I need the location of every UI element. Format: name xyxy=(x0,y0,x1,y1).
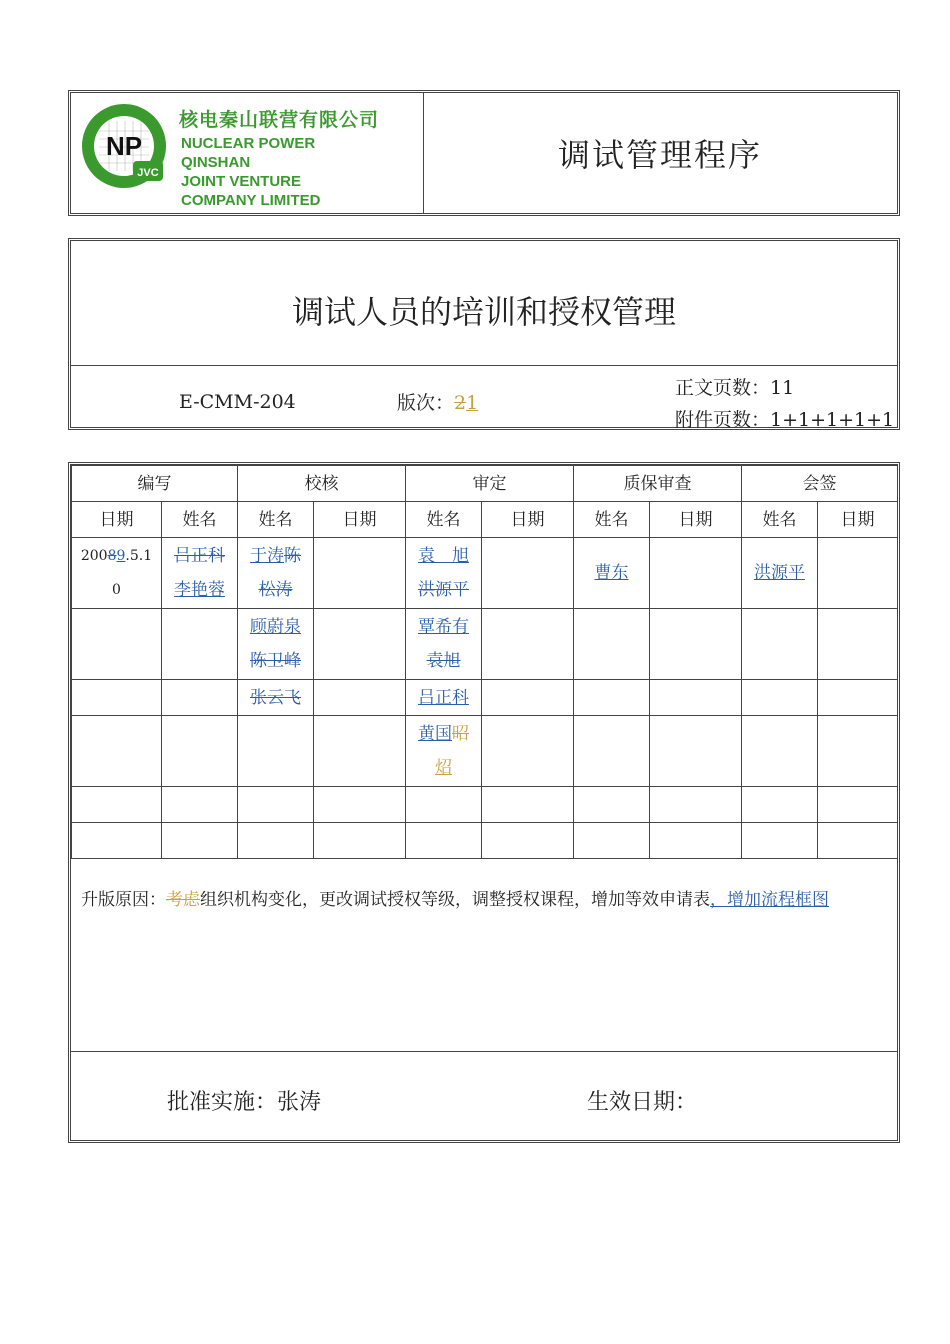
attachment-page-count: 附件页数：1+1+1+1+1 xyxy=(675,409,895,431)
logo-letters: NP xyxy=(105,131,143,161)
effective-date-label: 生效日期： xyxy=(587,1090,698,1115)
group-checker: 校核 xyxy=(238,466,406,502)
cosign-name: 洪源平 xyxy=(742,538,818,609)
approval-label: 批准实施：张涛 xyxy=(167,1090,322,1115)
revision-reason: 升版原因：考虑组织机构变化，更改调试授权等级，调整授权课程，增加等效申请表，增加流程框图 xyxy=(81,890,829,910)
subheader: 姓名 xyxy=(406,502,482,538)
version-label: 版次： xyxy=(397,392,455,414)
version-new: 1 xyxy=(466,392,479,414)
subheader: 日期 xyxy=(650,502,742,538)
subheader: 姓名 xyxy=(742,502,818,538)
subheader: 日期 xyxy=(818,502,898,538)
document-title-box xyxy=(68,238,900,430)
subheader: 日期 xyxy=(72,502,162,538)
company-name-cn: 核电秦山联营有限公司 xyxy=(179,109,380,131)
subheader: 姓名 xyxy=(574,502,650,538)
checker-name: 于涛陈 松涛 xyxy=(238,538,314,609)
group-author: 编写 xyxy=(72,466,238,502)
signature-table xyxy=(71,465,898,859)
header-box xyxy=(68,90,900,216)
divider xyxy=(71,365,897,366)
signature-box xyxy=(68,462,900,1143)
author-date: 20089.5.1 0 xyxy=(72,538,162,609)
logo-badge: JVC xyxy=(137,167,159,179)
document-title: 调试人员的培训和授权管理 xyxy=(291,293,676,331)
subheader: 姓名 xyxy=(162,502,238,538)
body-page-count: 正文页数：11 xyxy=(675,377,795,399)
approver-name: 吕正科 xyxy=(406,680,482,716)
approver-name: 黄国昭 炤 xyxy=(406,716,482,787)
author-name: 吕正科 李艳蓉 xyxy=(162,538,238,609)
version-old: 2 xyxy=(454,392,467,414)
company-name-en-3: JOINT VENTURE xyxy=(181,173,302,190)
company-name-en-1: NUCLEAR POWER xyxy=(181,135,316,152)
group-approver: 审定 xyxy=(406,466,574,502)
company-block xyxy=(71,93,424,213)
approver-name: 袁 旭 洪源平 xyxy=(406,538,482,609)
document-code: E-CMM-204 xyxy=(179,391,296,413)
group-qa-review: 质保审查 xyxy=(574,466,742,502)
program-title: 调试管理程序 xyxy=(557,136,762,174)
company-logo-icon xyxy=(81,103,167,189)
subheader: 姓名 xyxy=(238,502,314,538)
company-name-en-2: QINSHAN xyxy=(181,154,251,171)
approver-name: 覃希有 袁旭 xyxy=(406,609,482,680)
version xyxy=(397,388,478,415)
group-cosign: 会签 xyxy=(742,466,898,502)
company-name-en-4: COMPANY LIMITED xyxy=(181,192,321,209)
checker-name: 顾蔚泉 陈卫峰 xyxy=(238,609,314,680)
checker-name: 张云飞 xyxy=(238,680,314,716)
subheader: 日期 xyxy=(482,502,574,538)
revision-reason-section xyxy=(71,858,897,1052)
qa-name: 曹东 xyxy=(574,538,650,609)
subheader: 日期 xyxy=(314,502,406,538)
